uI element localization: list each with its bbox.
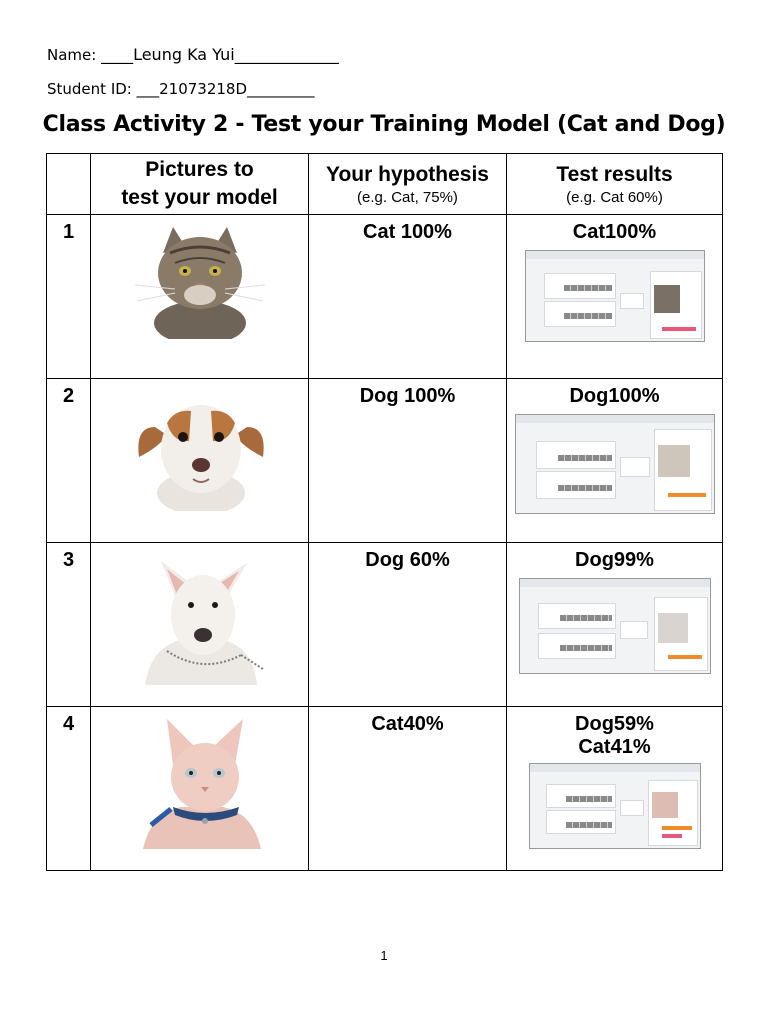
result-cell xyxy=(507,543,723,707)
student-id-line xyxy=(47,80,315,98)
student-id-value: ___21073218D_________ xyxy=(136,80,315,98)
hypothesis-cell: Cat40% xyxy=(309,707,507,871)
picture-cell xyxy=(91,379,309,543)
picture-cell xyxy=(91,707,309,871)
result-line1: Dog100% xyxy=(569,385,660,407)
row-number: 1 xyxy=(47,215,91,379)
hypothesis-cell: Dog 60% xyxy=(309,543,507,707)
result-line1: Dog99% xyxy=(575,549,654,571)
table-row xyxy=(47,707,723,871)
bull-terrier-dog-photo xyxy=(115,551,285,685)
teachable-machine-screenshot xyxy=(525,250,705,342)
result-line2: Cat41% xyxy=(578,736,651,758)
teachable-machine-screenshot xyxy=(515,414,715,514)
result-line1: Dog59% xyxy=(575,713,654,735)
header-results-example: (e.g. Cat 60%) xyxy=(566,189,663,206)
header-results-title: Test results xyxy=(556,163,673,186)
table-header-row xyxy=(47,154,723,215)
table-row xyxy=(47,215,723,379)
header-number-cell xyxy=(47,154,91,215)
picture-cell xyxy=(91,215,309,379)
result-cell xyxy=(507,707,723,871)
header-results xyxy=(507,154,723,215)
result-cell xyxy=(507,215,723,379)
result-cell xyxy=(507,379,723,543)
row-number: 2 xyxy=(47,379,91,543)
name-label: Name: xyxy=(47,46,102,64)
teachable-machine-screenshot xyxy=(529,763,701,849)
student-id-label: Student ID: xyxy=(47,80,137,98)
activity-table xyxy=(46,153,723,871)
page-title: Class Activity 2 - Test your Training Model (Cat and Dog) xyxy=(42,112,726,137)
jack-russell-dog-photo xyxy=(115,387,285,511)
header-pictures-line2: test your model xyxy=(121,186,278,209)
header-hypothesis-title: Your hypothesis xyxy=(326,163,489,186)
picture-cell xyxy=(91,543,309,707)
header-pictures-line1: Pictures to xyxy=(145,158,254,181)
result-line1: Cat100% xyxy=(572,221,657,243)
header-hypothesis-example: (e.g. Cat, 75%) xyxy=(357,189,458,206)
header-pictures xyxy=(91,154,309,215)
header-hypothesis xyxy=(309,154,507,215)
name-line xyxy=(47,45,339,64)
row-number: 3 xyxy=(47,543,91,707)
sphynx-cat-photo xyxy=(115,715,285,849)
tabby-cat-photo xyxy=(115,223,285,339)
teachable-machine-screenshot xyxy=(519,578,711,674)
page-number: 1 xyxy=(380,948,388,963)
hypothesis-cell: Cat 100% xyxy=(309,215,507,379)
hypothesis-cell: Dog 100% xyxy=(309,379,507,543)
table-row xyxy=(47,543,723,707)
row-number: 4 xyxy=(47,707,91,871)
name-value: ____Leung Ka Yui_____________ xyxy=(101,45,339,64)
table-row xyxy=(47,379,723,543)
